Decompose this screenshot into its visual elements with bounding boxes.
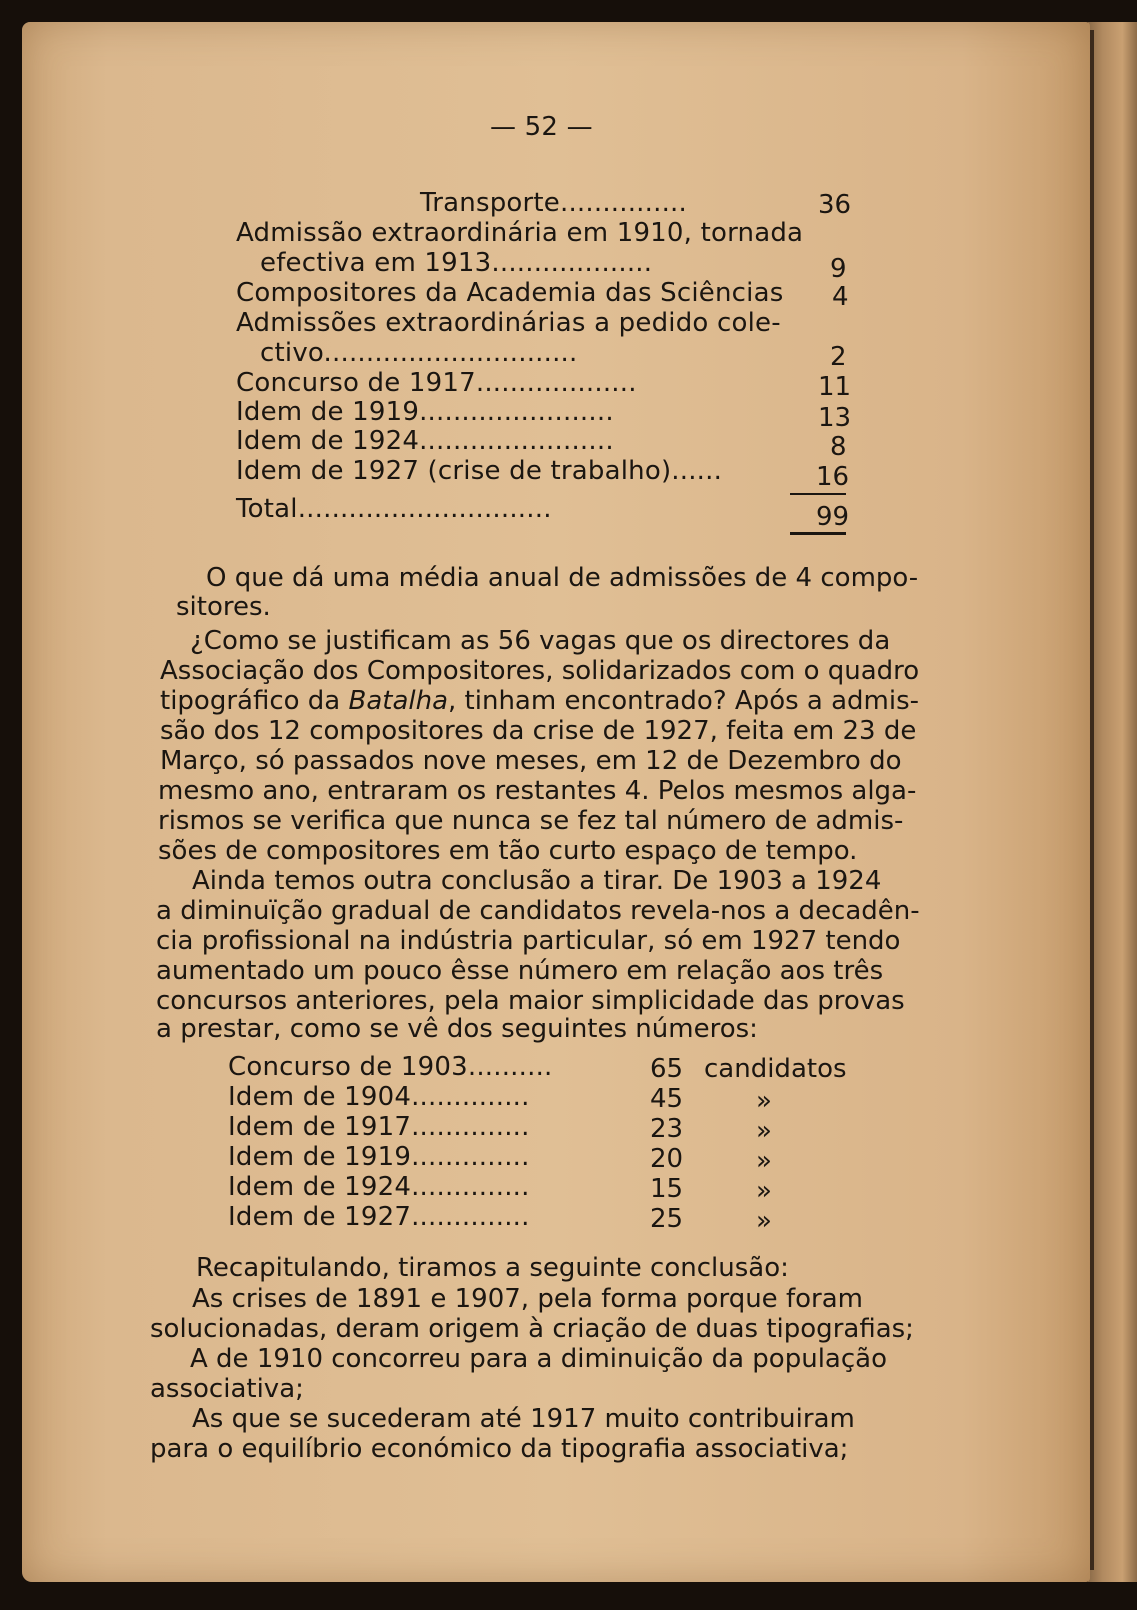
paragraph-line: a diminuïção gradual de candidatos revela-nos a decadên- [156, 896, 920, 926]
table-row-label: Idem de 1927 (crise de trabalho)...... [236, 456, 723, 486]
table-row-value: 2 [830, 342, 847, 372]
table-row-label: Idem de 1919....................... [236, 397, 614, 427]
paragraph-line: concursos anteriores, pela maior simplicidade das provas [156, 986, 905, 1016]
table-row-value: 36 [818, 190, 852, 220]
paragraph-line: Ainda temos outra conclusão a tirar. De 1903 a 1924 [192, 866, 882, 896]
table-row-label: Concurso de 1903.......... [228, 1052, 553, 1082]
paragraph-line: As crises de 1891 e 1907, pela forma porque foram [192, 1284, 863, 1314]
total-rule [790, 532, 846, 535]
table-row-value: 9 [830, 254, 847, 284]
newspaper-title: Batalha [348, 686, 449, 716]
table-row-label: efectiva em 1913................... [260, 248, 653, 278]
table-row-value: 16 [816, 462, 850, 492]
paragraph-line: solucionadas, deram origem à criação de duas tipografias; [150, 1314, 914, 1344]
paragraph-line: Março, só passados nove meses, em 12 de Dezembro do [160, 746, 902, 776]
table-row-value: 23 [650, 1114, 684, 1144]
paragraph-line: A de 1910 concorreu para a diminuição da população [190, 1344, 887, 1374]
table-row-label: Idem de 1904.............. [228, 1082, 530, 1112]
page-number: — 52 — [490, 112, 593, 142]
sum-rule [790, 493, 846, 495]
paragraph-line: associativa; [150, 1374, 304, 1404]
table-row-value: 20 [650, 1144, 684, 1174]
table-row-value: 45 [650, 1084, 684, 1114]
table-row-label: Admissões extraordinárias a pedido cole- [236, 308, 781, 338]
paragraph-line: cia profissional na indústria particular, só em 1927 tendo [156, 926, 901, 956]
table-row-unit: » [756, 1176, 772, 1206]
paragraph-line: Recapitulando, tiramos a seguinte conclusão: [196, 1253, 789, 1283]
table-row-label: Idem de 1917.............. [228, 1112, 530, 1142]
table-row-label: Idem de 1924....................... [236, 426, 614, 456]
table-row-value: 4 [832, 282, 849, 312]
table-row-unit: » [756, 1146, 772, 1176]
paragraph-line: para o equilíbrio económico da tipografia associativa; [150, 1434, 849, 1464]
total-label: Total.............................. [236, 494, 552, 524]
paragraph-line: Associação dos Compositores, solidarizados com o quadro [160, 656, 920, 686]
table-row-label: ctivo.............................. [260, 338, 578, 368]
paragraph-line: aumentado um pouco êsse número em relação aos três [156, 956, 884, 986]
table-row-value: 11 [818, 372, 852, 402]
table-row-label: Idem de 1924.............. [228, 1172, 530, 1202]
table-row-unit: » [756, 1086, 772, 1116]
paragraph-line: mesmo ano, entraram os restantes 4. Pelos mesmos alga- [158, 776, 917, 806]
table-row-label: Idem de 1919.............. [228, 1142, 530, 1172]
table-row-value: 25 [650, 1204, 684, 1234]
table-row-value: 65 [650, 1054, 684, 1084]
paragraph-line: rismos se verifica que nunca se fez tal número de admis- [158, 806, 904, 836]
paragraph-line: são dos 12 compositores da crise de 1927, feita em 23 de [160, 716, 917, 746]
table-row-value: 15 [650, 1174, 684, 1204]
paragraph-line: O que dá uma média anual de admissões de 4 compo- [206, 563, 919, 593]
table-row-value: 13 [818, 403, 852, 433]
table-row-unit: » [756, 1116, 772, 1146]
table-row-unit: » [756, 1206, 772, 1236]
paragraph-line: tipográfico da Batalha, tinham encontrado? Após a admis- [160, 686, 920, 716]
table-row-label: Compositores da Academia das Sciências [236, 278, 784, 308]
paragraph-line: sitores. [176, 592, 271, 622]
table-row-label: Concurso de 1917................... [236, 368, 637, 398]
table-row-unit: candidatos [704, 1054, 847, 1084]
table-row-label: Idem de 1927.............. [228, 1202, 530, 1232]
paragraph-line: As que se sucederam até 1917 muito contribuiram [192, 1404, 855, 1434]
paragraph-line: a prestar, como se vê dos seguintes números: [156, 1014, 758, 1044]
total-value: 99 [816, 502, 850, 532]
table-row-value: 8 [830, 432, 847, 462]
book-spine [1088, 22, 1137, 1582]
spine-edge [1090, 30, 1094, 1570]
table-row-label: Admissão extraordinária em 1910, tornada [236, 218, 804, 248]
paragraph-line: sões de compositores em tão curto espaço de tempo. [158, 836, 858, 866]
paragraph-line: ¿Como se justificam as 56 vagas que os directores da [190, 626, 891, 656]
table-row-label: Transporte............... [420, 188, 687, 218]
